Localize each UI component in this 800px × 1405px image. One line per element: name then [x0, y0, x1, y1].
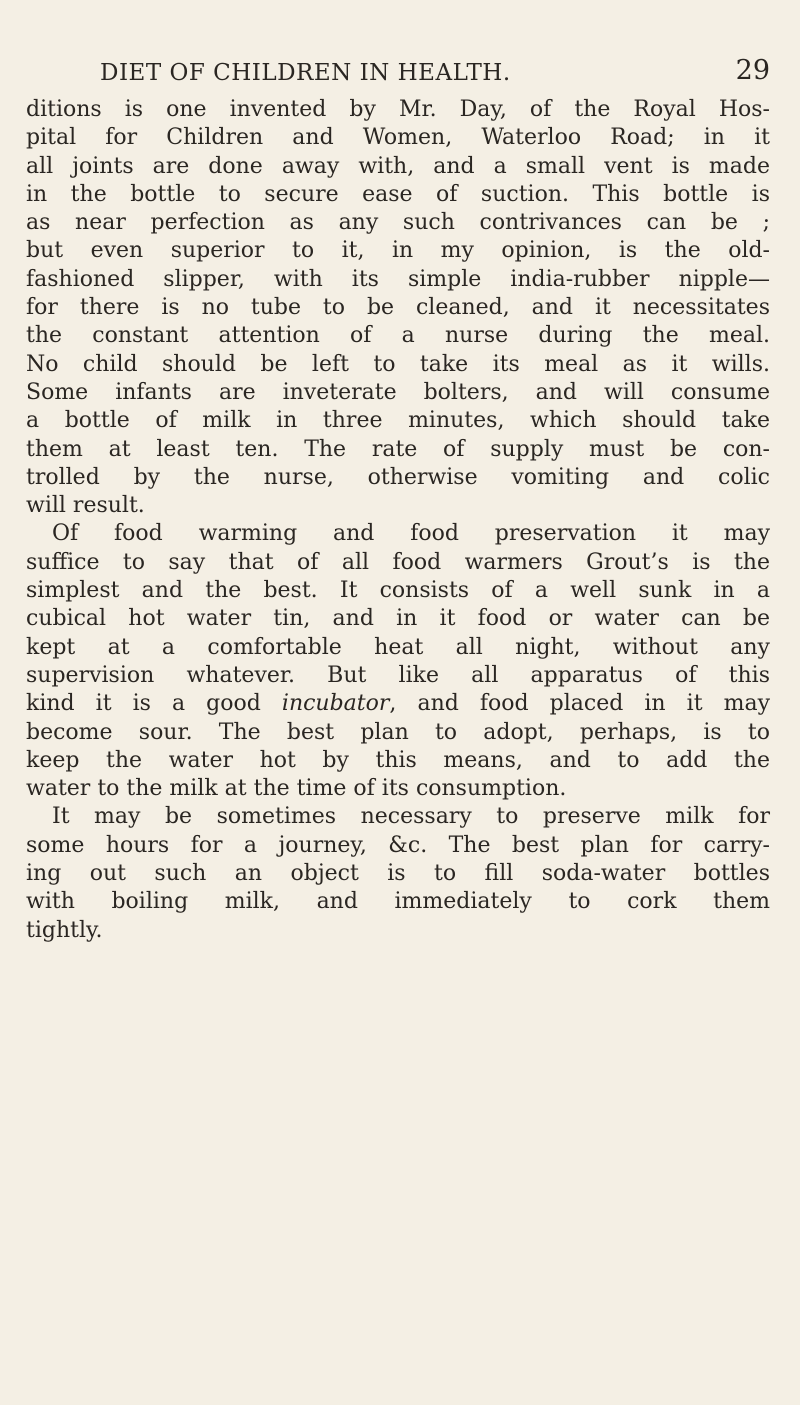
text-line: No child should be left to take its meal as it wills. — [26, 351, 770, 377]
text-line: It may be sometimes necessary to preserve milk for — [52, 804, 770, 830]
text-line: suffice to say that of all food warmers Grout’s is the — [26, 549, 770, 575]
text-line: kept at a comfortable heat all night, without any — [26, 634, 770, 660]
text-line: all joints are done away with, and a small vent is made — [26, 153, 770, 179]
text-line: supervision whatever. But like all apparatus of this — [26, 662, 770, 688]
text-line-end: , and food placed in it may — [389, 691, 770, 717]
page-header — [26, 55, 770, 88]
text-line: fashioned slipper, with its simple india-rubber nipple— — [26, 266, 770, 292]
text-line-start: kind it is a good — [26, 691, 282, 717]
text-line: with boiling milk, and immediately to cork them — [26, 889, 770, 915]
text-line: water to the milk at the time of its consumption. — [26, 776, 567, 802]
text-line: pital for Children and Women, Waterloo Road; in it — [26, 125, 770, 151]
text-line: for there is no tube to be cleaned, and it necessitates — [26, 295, 770, 321]
text-line: as near perfection as any such contrivances can be ; — [26, 210, 770, 236]
text-line: keep the water hot by this means, and to add the — [26, 747, 770, 773]
text-line: become sour. The best plan to adopt, perhaps, is to — [26, 719, 770, 745]
text-line: Of food warming and food preservation it may — [52, 521, 770, 547]
text-line: tightly. — [26, 917, 103, 943]
italic-term: incubator — [281, 691, 390, 717]
running-head: DIET OF CHILDREN IN HEALTH. — [100, 60, 511, 86]
text-line: will result. — [26, 493, 145, 519]
paragraph-3 — [26, 803, 770, 944]
text-line: ditions is one invented by Mr. Day, of the Royal Hos- — [26, 97, 770, 122]
page-number: 29 — [735, 55, 770, 86]
body-text — [26, 96, 770, 945]
text-line: them at least ten. The rate of supply must be con- — [26, 436, 770, 462]
text-line: the constant attention of a nurse during the meal. — [26, 323, 770, 349]
text-line: some hours for a journey, &c. The best plan for carry- — [26, 832, 770, 858]
text-line: Some infants are inveterate bolters, and will consume — [26, 379, 770, 405]
text-line — [26, 690, 770, 718]
book-page — [26, 0, 770, 1405]
text-line: ing out such an object is to fill soda-water bottles — [26, 861, 770, 887]
text-line: a bottle of milk in three minutes, which should take — [26, 408, 770, 434]
text-line: in the bottle to secure ease of suction. This bottle is — [26, 181, 770, 207]
paragraph-2 — [26, 520, 770, 803]
text-line: trolled by the nurse, otherwise vomiting and colic — [26, 464, 770, 490]
text-line: cubical hot water tin, and in it food or water can be — [26, 606, 770, 632]
text-line: simplest and the best. It consists of a well sunk in a — [26, 578, 770, 604]
text-line: but even superior to it, in my opinion, is the old- — [26, 238, 770, 264]
paragraph-1 — [26, 96, 770, 520]
